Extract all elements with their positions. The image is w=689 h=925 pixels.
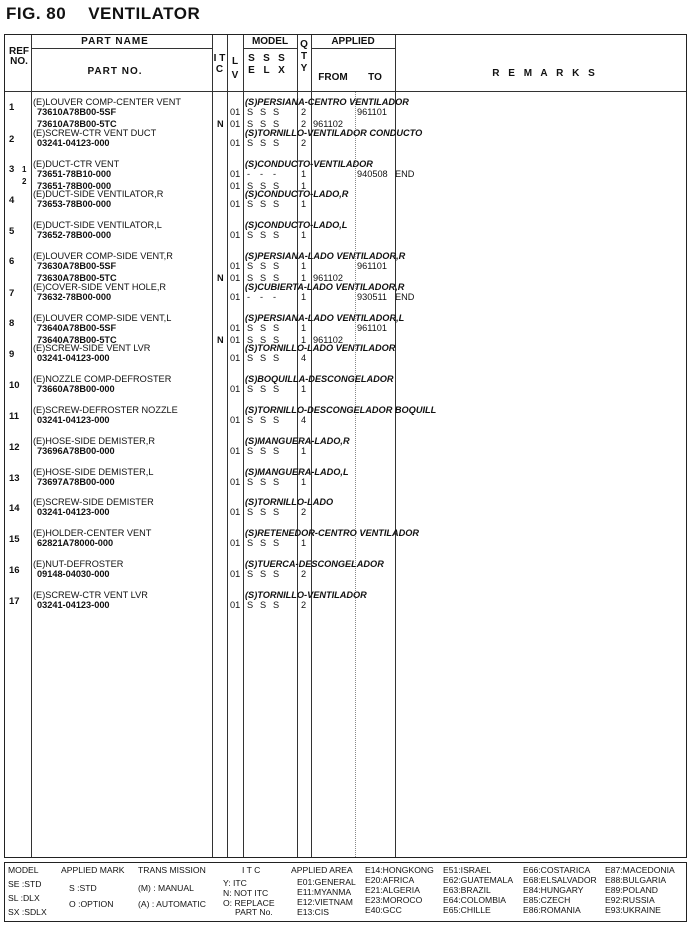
legend (4, 862, 687, 922)
remark: END (395, 168, 415, 179)
legend-area: E85:CZECH (523, 895, 571, 905)
legend-trans-item: (M) : MANUAL (138, 883, 194, 893)
quantity: 1 (301, 199, 307, 210)
applied-to: 961101 (357, 261, 387, 271)
part-name: (E)SCREW-CTR VENT DUCT (33, 127, 157, 138)
page-title (6, 4, 200, 24)
part-name: (E)NOZZLE COMP-DEFROSTER (33, 374, 172, 385)
part-number: 03241-04123-000 (37, 353, 110, 364)
model-mark: S (273, 599, 280, 610)
quantity: 2 (301, 107, 307, 117)
legend-model-item: SE :STD (8, 879, 42, 889)
quantity: 1 (301, 230, 307, 241)
level-code: 01 (230, 445, 241, 456)
applied-to: 930511 (357, 291, 387, 302)
spanish-name: (S)PERSIANA-LADO VENTILADOR,L (245, 312, 405, 323)
figure-name: VENTILATOR (88, 4, 201, 23)
model-mark: S (273, 273, 280, 283)
model-mark: S (273, 476, 280, 487)
part-number: 73651-78B00-000 (37, 180, 112, 191)
level-code: 01 (230, 230, 241, 241)
level-code: 01 (230, 384, 241, 395)
legend-area: E65:CHILLE (443, 905, 491, 915)
col-l: L V (231, 56, 239, 81)
col-applied: APPLIED (331, 36, 375, 47)
ref-no: 9 (9, 349, 15, 361)
part-name: (E)LOUVER COMP-SIDE VENT,R (33, 251, 173, 261)
model-mark: S (247, 199, 254, 210)
model-mark: S (247, 599, 254, 610)
applied-to: 961101 (357, 322, 387, 333)
part-number: 73660A78B00-000 (37, 384, 115, 395)
model-mark: S (273, 334, 280, 345)
applied-from: 961102 (313, 334, 343, 345)
quantity: 1 (301, 538, 307, 549)
level-code: 01 (230, 168, 241, 179)
model-marks (247, 230, 293, 241)
model-mark: - (273, 291, 277, 302)
ref-no: 16 (9, 565, 20, 576)
legend-area: E92:RUSSIA (605, 895, 655, 905)
col-itc: I T C (213, 53, 226, 75)
part-number: 03241-04123-000 (37, 415, 110, 425)
model-mark: S (260, 599, 267, 610)
model-marks (247, 507, 293, 518)
part-name: (E)SCREW-SIDE DEMISTER (33, 497, 154, 508)
part-number: 73651-78B10-000 (37, 168, 112, 179)
model-mark: S (273, 199, 280, 210)
ref-no: 10 (9, 380, 20, 392)
model-mark: - (273, 168, 277, 179)
quantity: 1 (301, 334, 307, 345)
legend-itc-item: PART No. (235, 907, 273, 917)
model-mark: S (260, 137, 267, 148)
col-from: FROM (318, 72, 348, 83)
ref-no: 1 (9, 102, 15, 113)
part-name: (E)HOSE-SIDE DEMISTER,R (33, 435, 155, 446)
divider (31, 48, 212, 49)
col-to: TO (368, 72, 382, 83)
model-mark: - (247, 168, 251, 179)
model-mark: S (247, 415, 254, 425)
spanish-name: (S)MANGUERA-LADO,R (245, 435, 350, 446)
part-name: (E)HOLDER-CENTER VENT (33, 528, 152, 539)
legend-area: E86:ROMANIA (523, 905, 581, 915)
spanish-name: (S)CONDUCTO-LADO,L (245, 220, 348, 231)
spanish-name: (S)TORNILLO-LADO VENTILADOR (245, 343, 396, 354)
ref-no: 4 (9, 195, 15, 207)
legend-area: E63:BRAZIL (443, 885, 491, 895)
spanish-name: (S)TUERCA-DESCONGELADOR (245, 559, 384, 569)
itc-code: N (217, 334, 224, 345)
ref-no: 6 (9, 256, 15, 267)
model-mark: S (273, 415, 280, 425)
model-mark: S (260, 384, 267, 395)
applied-to: 940508 (357, 168, 388, 179)
model-mark: S (273, 180, 280, 191)
model-mark: S (273, 322, 280, 333)
legend-area: E66:COSTARICA (523, 865, 591, 875)
legend-area: E13:CIS (297, 907, 330, 917)
model-mark: - (260, 168, 264, 179)
level-code: 01 (230, 507, 241, 518)
ref-no: 5 (9, 226, 15, 238)
model-mark: S (260, 119, 267, 129)
level-code: 01 (230, 538, 241, 549)
part-name: (E)COVER-SIDE VENT HOLE,R (33, 281, 167, 292)
part-number: 73630A78B00-5TC (37, 273, 117, 283)
part-name: (E)DUCT-CTR VENT (33, 158, 120, 169)
legend-area: E21:ALGERIA (365, 885, 420, 895)
quantity: 1 (301, 261, 307, 271)
level-code: 01 (230, 119, 241, 129)
part-number: 62821A78000-000 (37, 538, 114, 549)
col-part-no: PART NO. (87, 66, 143, 77)
quantity: 1 (301, 180, 307, 191)
sub-index: 2 (22, 176, 27, 186)
model-mark: S (260, 476, 267, 487)
part-name: (E)SCREW-CTR VENT LVR (33, 589, 148, 600)
part-number: 73640A78B00-5SF (37, 322, 117, 333)
model-mark: - (247, 291, 251, 302)
model-mark: S (273, 445, 280, 456)
legend-area: E84:HUNGARY (523, 885, 584, 895)
legend-area: E93:UKRAINE (605, 905, 661, 915)
model-mark: S (273, 507, 280, 518)
ref-no: 3 (9, 163, 15, 175)
model-mark: S (273, 261, 280, 271)
model-mark: S (260, 353, 267, 364)
spanish-name: (S)TORNILLO-LADO (245, 497, 334, 508)
level-code: 01 (230, 415, 241, 425)
model-mark: S (260, 334, 267, 345)
model-mark: S (247, 538, 254, 549)
quantity: 1 (301, 273, 307, 283)
legend-model-title: MODEL (8, 865, 39, 875)
part-number: 03241-04123-000 (37, 507, 110, 518)
part-name: (E)LOUVER COMP-SIDE VENT,L (33, 312, 172, 323)
legend-itc-item: Y: ITC (223, 878, 247, 888)
quantity: 1 (301, 445, 307, 456)
quantity: 1 (301, 322, 307, 333)
model-mark: S (247, 445, 254, 456)
divider (243, 48, 297, 49)
applied-from: 961102 (313, 119, 343, 129)
quantity: 4 (301, 415, 307, 425)
legend-applied-mark-item: O :OPTION (69, 899, 114, 909)
spanish-name: (S)TORNILLO-VENTILADOR CONDUCTO (245, 127, 423, 138)
model-mark: S (273, 119, 280, 129)
divider (227, 35, 228, 857)
level-code: 01 (230, 180, 241, 191)
legend-applied-mark-title: APPLIED MARK (61, 865, 125, 875)
spanish-name: (S)MANGUERA-LADO,L (245, 466, 349, 477)
model-mark: S (260, 273, 267, 283)
level-code: 01 (230, 273, 241, 283)
ref-no: 7 (9, 287, 15, 299)
model-mark: S (247, 507, 254, 518)
legend-itc-item: N: NOT ITC (223, 888, 269, 898)
quantity: 1 (301, 476, 307, 487)
legend-itc-item: O: REPLACE (223, 898, 275, 908)
model-marks (247, 169, 293, 180)
model-marks (247, 446, 293, 457)
model-mark: S (247, 230, 254, 241)
model-marks (247, 107, 293, 118)
model-marks (247, 384, 293, 395)
model-marks (247, 600, 293, 611)
level-code: 01 (230, 476, 241, 487)
legend-area: E68:ELSALVADOR (523, 875, 597, 885)
part-number: 73652-78B00-000 (37, 230, 112, 241)
model-marks (247, 477, 293, 488)
model-mark: S (247, 261, 254, 271)
level-code: 01 (230, 137, 241, 148)
level-code: 01 (230, 353, 241, 364)
model-mark: S (247, 322, 254, 333)
part-number: 73696A78B00-000 (37, 445, 115, 456)
ref-no: 8 (9, 317, 15, 329)
part-number: 73640A78B00-5TC (37, 334, 117, 345)
legend-area: E01:GENERAL (297, 877, 356, 887)
divider (212, 35, 213, 857)
applied-from: 961102 (313, 273, 343, 283)
quantity: 2 (301, 599, 307, 610)
divider (5, 91, 686, 92)
model-mark: S (247, 180, 254, 191)
part-name: (E)LOUVER COMP-CENTER VENT (33, 97, 182, 107)
model-mark: S (247, 334, 254, 345)
model-mark: S (260, 180, 267, 191)
model-mark: S (247, 137, 254, 148)
quantity: 1 (301, 291, 307, 302)
divider (311, 48, 395, 49)
level-code: 01 (230, 322, 241, 333)
model-mark: S (273, 137, 280, 148)
part-number: 03241-04123-000 (37, 599, 110, 610)
level-code: 01 (230, 569, 241, 579)
level-code: 01 (230, 334, 241, 345)
itc-code: N (217, 119, 224, 129)
divider (243, 35, 244, 857)
col-model: MODEL (251, 36, 289, 47)
model-mark: S (273, 569, 280, 579)
legend-trans-title: TRANS MISSION (138, 865, 206, 875)
legend-model-item: SL :DLX (8, 893, 40, 903)
model-marks (247, 353, 293, 364)
quantity: 2 (301, 507, 307, 518)
model-mark: S (260, 445, 267, 456)
legend-area: E11:MYANMA (297, 887, 352, 897)
model-mark: - (260, 291, 264, 302)
model-mark: S (247, 119, 254, 129)
col-part-name: PART NAME (81, 36, 149, 47)
model-marks (247, 415, 293, 426)
legend-area: E20:AFRICA (365, 875, 415, 885)
model-marks (247, 538, 293, 549)
legend-area: E64:COLOMBIA (443, 895, 507, 905)
model-mark: S (273, 384, 280, 395)
part-number: 73610A78B00-5SF (37, 107, 117, 117)
level-code: 01 (230, 261, 241, 271)
quantity: 1 (301, 384, 307, 395)
model-mark: S (247, 476, 254, 487)
model-mark: S (273, 538, 280, 549)
level-code: 01 (230, 291, 241, 302)
model-mark: S (260, 569, 267, 579)
legend-area: E40:GCC (365, 905, 402, 915)
quantity: 4 (301, 353, 307, 364)
part-name: (E)NUT-DEFROSTER (33, 559, 124, 569)
part-name: (E)DUCT-SIDE VENTILATOR,R (33, 189, 164, 200)
col-qty: Q T Y (300, 39, 308, 74)
model-mark: S (247, 569, 254, 579)
col-remarks: R E M A R K S (492, 68, 598, 79)
legend-trans-item: (A) : AUTOMATIC (138, 899, 206, 909)
col-ref-no: REF NO. (9, 46, 29, 67)
legend-area-title: APPLIED AREA (291, 865, 353, 875)
part-name: (E)SCREW-DEFROSTER NOZZLE (33, 405, 178, 415)
spanish-name: (S)PERSIANA-CENTRO VENTILADOR (245, 97, 409, 107)
part-number: 09148-04030-000 (37, 569, 110, 579)
spanish-name: (S)CONDUCTO-VENTILADOR (245, 158, 373, 169)
ref-no: 12 (9, 441, 20, 453)
model-mark: S (273, 230, 280, 241)
quantity: 2 (301, 137, 307, 148)
legend-area: E12:VIETNAM (297, 897, 353, 907)
model-mark: S (260, 261, 267, 271)
model-mark: S (273, 107, 280, 117)
model-mark: S (247, 384, 254, 395)
divider (355, 91, 356, 857)
part-number: 73630A78B00-5SF (37, 261, 117, 271)
part-number: 73632-78B00-000 (37, 291, 112, 302)
spanish-name: (S)PERSIANA-LADO VENTILADOR,R (245, 251, 406, 261)
part-number: 73697A78B00-000 (37, 476, 115, 487)
legend-area: E14:HONGKONG (365, 865, 434, 875)
model-marks (247, 323, 293, 334)
model-mark: S (260, 507, 267, 518)
model-marks (247, 138, 293, 149)
legend-area: E23:MOROCO (365, 895, 423, 905)
divider (395, 35, 396, 857)
ref-no: 15 (9, 534, 20, 546)
model-marks (247, 569, 293, 580)
spanish-name: (S)RETENEDOR-CENTRO VENTILADOR (245, 528, 420, 539)
model-mark: S (260, 415, 267, 425)
legend-area: E62:GUATEMALA (443, 875, 514, 885)
legend-itc-title: I T C (242, 865, 261, 875)
divider (31, 35, 32, 857)
remark: END (395, 291, 415, 302)
legend-area: E87:MACEDONIA (605, 865, 675, 875)
applied-to: 961101 (357, 107, 387, 117)
model-mark: S (260, 230, 267, 241)
level-code: 01 (230, 599, 241, 610)
part-name: (E)DUCT-SIDE VENTILATOR,L (33, 220, 162, 231)
model-mark: S (247, 107, 254, 117)
part-number: 03241-04123-000 (37, 137, 110, 148)
level-code: 01 (230, 107, 241, 117)
part-number: 73610A78B00-5TC (37, 119, 117, 129)
model-mark: S (273, 353, 280, 364)
quantity: 2 (301, 569, 307, 579)
col-model-sl: S L (263, 53, 270, 76)
model-marks (247, 292, 293, 303)
quantity: 1 (301, 168, 307, 179)
legend-area: E88:BULGARIA (605, 875, 667, 885)
legend-applied-mark-item: S :STD (69, 883, 97, 893)
sub-index: 1 (22, 164, 27, 174)
ref-no: 11 (9, 411, 20, 422)
legend-model-item: SX :SDLX (8, 907, 47, 917)
spanish-name: (S)TORNILLO-DESCONGELADOR BOQUILL (245, 405, 437, 415)
model-marks (247, 199, 293, 210)
ref-no: 14 (9, 503, 20, 515)
col-model-sx: S X (278, 53, 285, 76)
model-mark: S (260, 322, 267, 333)
part-name: (E)SCREW-SIDE VENT LVR (33, 343, 151, 354)
ref-no: 13 (9, 472, 20, 484)
part-name: (E)HOSE-SIDE DEMISTER,L (33, 466, 154, 477)
itc-code: N (217, 273, 224, 283)
model-mark: S (260, 538, 267, 549)
model-mark: S (247, 273, 254, 283)
legend-area: E89:POLAND (605, 885, 659, 895)
model-mark: S (260, 107, 267, 117)
spanish-name: (S)BOQUILLA-DESCONGELADOR (245, 374, 394, 385)
col-model-se: S E (248, 53, 255, 76)
model-mark: S (247, 353, 254, 364)
spanish-name: (S)TORNILLO-VENTILADOR (245, 589, 367, 600)
model-marks (247, 261, 293, 272)
quantity: 2 (301, 119, 307, 129)
spanish-name: (S)CUBIERTA-LADO VENTILADOR,R (245, 281, 405, 292)
ref-no: 2 (9, 133, 15, 145)
part-number: 73653-78B00-000 (37, 199, 112, 210)
figure-label: FIG. 80 (6, 4, 67, 23)
parts-table (4, 34, 687, 858)
legend-area: E51:ISRAEL (443, 865, 492, 875)
model-mark: S (260, 199, 267, 210)
ref-no: 17 (9, 595, 20, 607)
level-code: 01 (230, 199, 241, 210)
spanish-name: (S)CONDUCTO-LADO,R (245, 189, 349, 200)
